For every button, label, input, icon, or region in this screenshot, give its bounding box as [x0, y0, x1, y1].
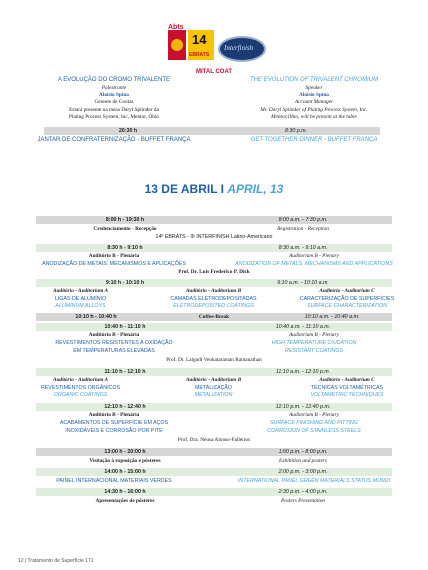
session-parallel1-time-en: 9:10 a.m. - 10:10 a.m. — [277, 280, 329, 286]
exhibition-time-pt: 13:00 h - 20:00 h — [104, 449, 146, 455]
session-parallel2-c-title-en: VOLTAMETRIC TECHNIQUES — [310, 392, 384, 398]
abts-logo-text: Abts — [168, 24, 184, 31]
panel-time-pt: 14:00 h - 15:00 h — [104, 469, 146, 475]
session-parallel1-room-b: Auditório - Auditorium B — [185, 288, 242, 294]
dinner-time-en: 8:30 p.m. — [284, 128, 308, 134]
posters-time-pt: 14:30 h - 16:00 h — [104, 489, 146, 495]
exhibition-label-en: Exhibition and posters — [279, 458, 327, 464]
session-parallel2-c-title-pt: TÉCNICAS VOLTAMÉTRICAS — [310, 385, 384, 391]
coffee-break-time-en: 10:10 a.m. - 10:40 a.m. — [304, 314, 360, 320]
logo-strip — [0, 8, 428, 60]
posters-time-en: 2:30 p.m. - 4:00 p.m. — [278, 489, 328, 495]
session-stainless-speaker: Prof. Dra. Neusa Alonso-Falleiros — [177, 437, 251, 443]
session-stainless-time-pt: 12:10 h - 12:40 h — [104, 404, 146, 410]
interfinish-text: Interfinish — [224, 44, 254, 52]
posters-label-en: Posters Presentation — [280, 498, 326, 504]
exhibition-time-en: 1:00 p.m. - 8:00 p.m. — [278, 449, 328, 455]
session-anodization-time-pt: 8:30 h - 9:10 h — [107, 245, 143, 251]
session-parallel2-a-title-pt: REVESTIMENTOS ORGÂNICOS — [40, 385, 121, 391]
session-stainless-title2-pt: INOXIDÁVEIS E CORROSÃO POR PITE — [65, 428, 163, 434]
dinner-label-en: GET-TOGETHER DINNER - BUFFET FRANÇA — [250, 137, 378, 143]
session-anodization-time-en: 8:30 a.m. - 9:10 a.m. — [278, 245, 328, 251]
registration-label-en: Registration - Reception — [277, 226, 329, 232]
day-heading — [0, 182, 428, 196]
interfinish-logo — [218, 36, 266, 62]
talk-role-en: Speaker — [305, 85, 323, 91]
session-oxidation-title2-en: RESISTANT COATINGS — [284, 348, 344, 354]
talk-job-pt: Gerente de Contas — [94, 99, 134, 105]
session-anodization-room-pt: Auditório B - Plenária — [88, 253, 140, 259]
talk-note2-en: Mentor,Ohio, will be present at the table — [271, 114, 357, 120]
dinner-time-pt: 20:30 h — [118, 128, 138, 134]
talk-speaker-pt: Aloisio Spina — [99, 92, 129, 98]
session-parallel1-a-title-en: ALUMINUM ALLOYS — [55, 303, 106, 309]
registration-label-pt: Credenciamento - Recepção — [93, 226, 157, 232]
day-heading-separator: I — [220, 182, 224, 196]
registration-time-pt: 8:00 h - 19:30 h — [105, 217, 145, 223]
ebrats-text: EBRATS — [189, 52, 210, 58]
session-parallel2-b-title-pt: METALIZAÇÃO — [195, 385, 232, 391]
panel-label-en: INTERNATIONAL PANEL GREEN MATERIALS STATUS MUNDI — [237, 478, 391, 484]
posters-label-pt: Apresentações de pôsteres — [95, 498, 155, 504]
session-stainless-title1-en: SURFACE FINISHING AND PITTING — [270, 420, 358, 426]
session-oxidation-time-en: 10:40 a.m. - 11:10 a.m. — [275, 324, 331, 330]
talk-title-pt: A EVOLUÇÃO DO CROMO TRIVALENTE — [57, 77, 171, 83]
session-parallel1-room-c: Auditório - Auditorium C — [319, 288, 375, 294]
session-parallel1-b-title-pt: CAMADAS ELETRODEPOSITADAS — [170, 296, 257, 302]
sun-icon — [171, 39, 183, 51]
session-parallel2-room-a: Auditório - Auditorium A — [52, 377, 109, 383]
session-stainless-time-en: 12:10 p.m. - 12:40 p.m. — [275, 404, 331, 410]
session-oxidation-speaker: Prof. Dr. Lalgudi Venkataraman Ramanathan — [166, 357, 262, 363]
talk-job-en: Account Manager — [294, 99, 334, 105]
session-parallel1-a-title-pt: LIGAS DE ALUMÍNIO — [54, 296, 107, 302]
panel-label-pt: PAINEL INTERNACIONAL MATERIAIS VERDES — [56, 478, 172, 484]
panel-time-en: 2:00 p.m. - 3:00 p.m. — [278, 469, 328, 475]
coffee-break-label: Coffee-Break — [198, 314, 230, 320]
coffee-break-time-pt: 10:10 h - 10:40 h — [75, 314, 117, 320]
exhibition-label-pt: Visitação à exposição e pôsteres — [89, 458, 161, 464]
session-parallel2-room-c: Auditório - Auditorium C — [319, 377, 375, 383]
session-oxidation-room-pt: Auditório B - Plenária — [88, 332, 140, 338]
day-heading-en: APRIL, 13 — [227, 182, 284, 196]
talk-speaker-en: Aloisio Spina — [299, 92, 329, 98]
session-parallel1-room-a: Auditório - Auditorium A — [52, 288, 109, 294]
session-parallel2-room-b: Auditório - Auditorium B — [185, 377, 242, 383]
session-oxidation-title2-pt: EM TEMPERATURAS ELEVADAS — [73, 348, 155, 354]
session-stainless-title2-en: CORROSION OF STAINLESS STEELS — [267, 428, 361, 434]
session-parallel1-time-pt: 9:10 h - 10:10 h — [105, 280, 145, 286]
day-heading-pt: 13 DE ABRIL — [144, 182, 218, 196]
talk-note1-en: Mr. Daryl Splinder of Plating Process System, Inc. — [260, 107, 368, 113]
session-anodization-title-pt: ANODIZAÇÃO DE METAIS: MECANISMOS E APLICAÇÕES — [42, 261, 186, 267]
abts-logo — [168, 24, 186, 60]
session-parallel1-b-title-en: ELETRODEPOSITED COATINGS — [173, 303, 254, 309]
session-stainless-title1-pt: ACABAMENTOS DE SUPERFÍCIE EM AÇOS — [59, 420, 169, 426]
session-oxidation-time-pt: 10:40 h - 11:10 h — [104, 324, 146, 330]
session-oxidation-room-en: Auditorium B - Plenary — [289, 332, 339, 338]
ebrats-logo — [188, 30, 214, 60]
session-anodization-speaker: Prof. Dr. Luis Frederico P. Dick — [178, 269, 250, 275]
sponsor-name: MITAL COAT — [196, 69, 232, 75]
session-stainless-room-pt: Auditório B - Plenária — [88, 412, 140, 418]
session-parallel2-time-pt: 11:10 h - 12:10 h — [104, 369, 146, 375]
ebrats-number: 14 — [192, 32, 207, 47]
session-oxidation-title1-en: HIGH TEMPERATURE OXIDATION — [271, 340, 357, 346]
session-anodization-room-en: Auditorium B - Plenary — [289, 253, 339, 259]
session-parallel2-a-title-en: ORGANIC COATINGS — [53, 392, 108, 398]
event-name: 14º EBRATS - III INTERFINISH Latino-Americano — [155, 234, 273, 240]
session-oxidation-title1-pt: REVESTIMENTOS RESISTENTES A OXIDAÇÃO — [55, 340, 173, 346]
page-footer: 12 | Tratamento de Superfície 171 — [18, 558, 94, 564]
session-parallel2-time-en: 11:10 a.m. - 12:10 p.m. — [275, 369, 331, 375]
dinner-label-pt: JANTAR DE CONFRATERNIZAÇÃO - BUFFET FRANÇA — [37, 137, 191, 143]
registration-time-en: 8:00 a.m. - 7:30 p.m. — [278, 217, 328, 223]
session-parallel1-c-title-pt: CARACTERIZAÇÃO DE SUPERFÍCIES — [299, 296, 395, 302]
talk-role-pt: Palestrante — [101, 85, 127, 91]
talk-note1-pt: Estará presente na mesa Daryl Splinder da — [69, 107, 159, 113]
session-stainless-room-en: Auditorium B - Plenary — [289, 412, 339, 418]
session-parallel1-c-title-en: SURFACE CHARACTERIZATION — [307, 303, 387, 309]
talk-title-en: THE EVOLUTION OF TRIVALENT CHROMIUM — [250, 77, 378, 83]
session-parallel2-b-title-en: METALIZATION — [194, 392, 233, 398]
session-anodization-title-en: ANODIZATION OF METALS: MECHANISMS AND APPLICATIONS — [235, 261, 393, 267]
talk-note2-pt: Plating Process System, Inc, Mentor, Ohio — [68, 114, 160, 120]
